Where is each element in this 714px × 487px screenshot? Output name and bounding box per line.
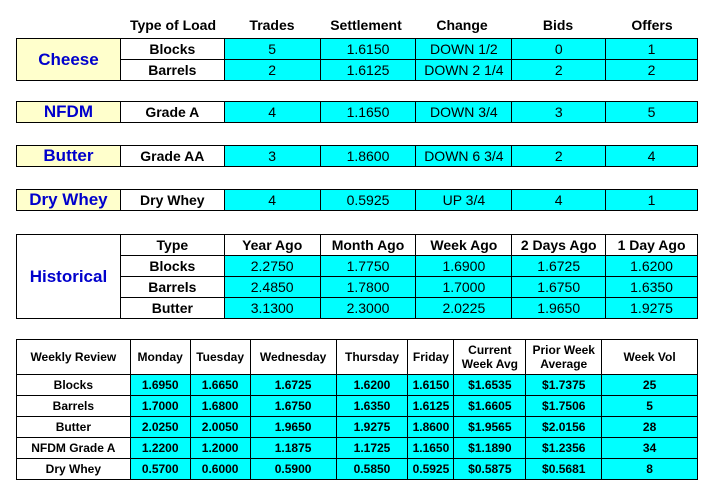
trades-cell: 2 [224, 60, 320, 81]
table-cell: 1.9650 [512, 298, 606, 319]
bids-cell: 0 [512, 39, 606, 60]
table-row [17, 459, 698, 480]
table-cell: 1.6150 [408, 375, 454, 396]
header-offers: Offers [631, 17, 673, 33]
table-header-row [17, 340, 698, 375]
table-cell: 1.6800 [190, 396, 250, 417]
table-cell: 1.6725 [250, 375, 336, 396]
nfdm-label: NFDM [17, 102, 121, 123]
header-settlement: Settlement [330, 17, 402, 33]
table-cell: 1.7800 [320, 277, 416, 298]
offers-cell: 1 [606, 190, 698, 211]
table-cell: 34 [602, 438, 698, 459]
column-header: Friday [408, 340, 454, 375]
column-header: 1 Day Ago [606, 235, 698, 256]
column-header: Weekly Review [17, 340, 131, 375]
weekly-review-table [16, 339, 698, 480]
table-row [17, 39, 698, 60]
table-cell: 1.1875 [250, 438, 336, 459]
table-cell: 1.6350 [606, 277, 698, 298]
table-cell: 0.5900 [250, 459, 336, 480]
bids-cell: 2 [512, 146, 606, 167]
load-type: Grade A [120, 102, 224, 123]
table-cell: 2.4850 [224, 277, 320, 298]
table-cell: 1.7000 [130, 396, 190, 417]
load-type: Blocks [120, 39, 224, 60]
header-trades: Trades [249, 17, 295, 33]
table-cell: 1.2000 [190, 438, 250, 459]
table-cell: $2.0156 [526, 417, 602, 438]
load-type: Barrels [120, 60, 224, 81]
change-cell: UP 3/4 [416, 190, 512, 211]
table-cell: $1.7506 [526, 396, 602, 417]
header-type-of-load: Type of Load [129, 17, 217, 33]
table-cell: 1.6750 [512, 277, 606, 298]
table-cell: 2.0225 [416, 298, 512, 319]
row-label: Dry Whey [17, 459, 131, 480]
offers-cell: 1 [606, 39, 698, 60]
table-cell: 1.6200 [336, 375, 408, 396]
table-cell: 1.6350 [336, 396, 408, 417]
table-cell: 25 [602, 375, 698, 396]
settlement-cell: 0.5925 [320, 190, 416, 211]
change-cell: DOWN 3/4 [416, 102, 512, 123]
nfdm-table [16, 101, 698, 123]
historical-table [16, 234, 698, 319]
trades-cell: 4 [224, 190, 320, 211]
table-cell: 1.6900 [416, 256, 512, 277]
column-header: Week Vol [602, 340, 698, 375]
table-cell: 28 [602, 417, 698, 438]
table-cell: 1.6200 [606, 256, 698, 277]
table-cell: 1.6650 [190, 375, 250, 396]
row-label: Barrels [17, 396, 131, 417]
column-header: Wednesday [250, 340, 336, 375]
load-type: Dry Whey [120, 190, 224, 211]
table-header-row [17, 235, 698, 256]
table-cell: 1.6125 [408, 396, 454, 417]
row-label: NFDM Grade A [17, 438, 131, 459]
historical-label: Historical [17, 235, 121, 319]
table-cell: $1.9565 [454, 417, 526, 438]
table-cell: 2.0050 [190, 417, 250, 438]
table-cell: 2.2750 [224, 256, 320, 277]
table-cell: 3.1300 [224, 298, 320, 319]
table-cell: 1.2200 [130, 438, 190, 459]
table-cell: 1.9275 [606, 298, 698, 319]
settlement-cell: 1.8600 [320, 146, 416, 167]
table-cell: 1.7750 [320, 256, 416, 277]
table-cell: $1.2356 [526, 438, 602, 459]
table-row [17, 438, 698, 459]
header-change: Change [436, 17, 488, 33]
table-cell: 1.6750 [250, 396, 336, 417]
table-cell: 1.7000 [416, 277, 512, 298]
settlement-cell: 1.6125 [320, 60, 416, 81]
table-cell: $0.5875 [454, 459, 526, 480]
cheese-table [16, 38, 698, 81]
column-header: Monday [130, 340, 190, 375]
table-cell: 5 [602, 396, 698, 417]
table-cell: 1.1650 [408, 438, 454, 459]
table-cell: $0.5681 [526, 459, 602, 480]
table-cell: 1.8600 [408, 417, 454, 438]
column-header: Tuesday [190, 340, 250, 375]
cheese-label: Cheese [17, 39, 121, 81]
bids-cell: 2 [512, 60, 606, 81]
table-cell: 2.3000 [320, 298, 416, 319]
bids-cell: 3 [512, 102, 606, 123]
table-cell: 2.0250 [130, 417, 190, 438]
bids-cell: 4 [512, 190, 606, 211]
table-row [17, 102, 698, 123]
offers-cell: 5 [606, 102, 698, 123]
load-type: Grade AA [120, 146, 224, 167]
butter-label: Butter [17, 146, 121, 167]
column-header: Week Ago [416, 235, 512, 256]
table-cell: 0.5925 [408, 459, 454, 480]
row-label: Blocks [17, 375, 131, 396]
change-cell: DOWN 6 3/4 [416, 146, 512, 167]
row-label: Butter [120, 298, 224, 319]
trades-cell: 3 [224, 146, 320, 167]
row-label: Barrels [120, 277, 224, 298]
dry-whey-label: Dry Whey [17, 190, 121, 211]
table-cell: $1.1890 [454, 438, 526, 459]
settlement-cell: 1.1650 [320, 102, 416, 123]
change-cell: DOWN 2 1/4 [416, 60, 512, 81]
row-label: Butter [17, 417, 131, 438]
dry-whey-table [16, 189, 698, 211]
column-header: Month Ago [320, 235, 416, 256]
column-header: Current Week Avg [454, 340, 526, 375]
column-header: Prior Week Average [526, 340, 602, 375]
column-header: Year Ago [224, 235, 320, 256]
trades-cell: 5 [224, 39, 320, 60]
table-cell: 1.6725 [512, 256, 606, 277]
change-cell: DOWN 1/2 [416, 39, 512, 60]
settlement-cell: 1.6150 [320, 39, 416, 60]
offers-cell: 2 [606, 60, 698, 81]
row-label: Blocks [120, 256, 224, 277]
table-cell: 1.6950 [130, 375, 190, 396]
table-row [17, 190, 698, 211]
column-header: Type [120, 235, 224, 256]
table-row [17, 417, 698, 438]
table-cell: $1.6605 [454, 396, 526, 417]
column-header: 2 Days Ago [512, 235, 606, 256]
table-cell: 0.6000 [190, 459, 250, 480]
table-cell: 1.9275 [336, 417, 408, 438]
butter-table [16, 145, 698, 167]
table-row [17, 146, 698, 167]
table-cell: 1.1725 [336, 438, 408, 459]
table-cell: 1.9650 [250, 417, 336, 438]
table-cell: 8 [602, 459, 698, 480]
table-cell: $1.6535 [454, 375, 526, 396]
table-cell: 0.5850 [336, 459, 408, 480]
trades-cell: 4 [224, 102, 320, 123]
table-cell: $1.7375 [526, 375, 602, 396]
offers-cell: 4 [606, 146, 698, 167]
table-cell: 0.5700 [130, 459, 190, 480]
table-row [17, 396, 698, 417]
table-row [17, 375, 698, 396]
column-header: Thursday [336, 340, 408, 375]
header-bids: Bids [542, 17, 574, 33]
